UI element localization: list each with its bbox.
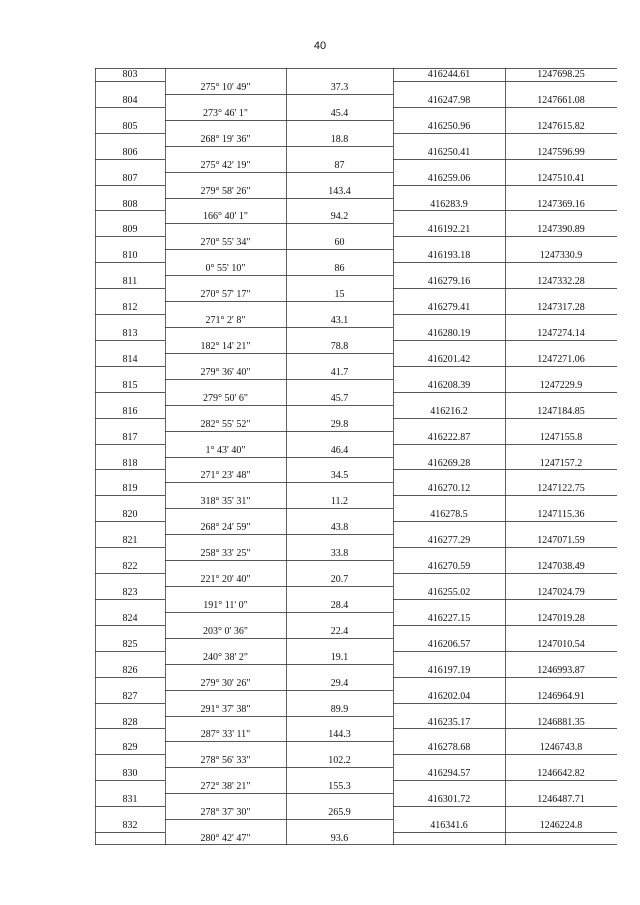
y-coordinate: 1246993.87 bbox=[537, 665, 585, 676]
segment-length: 11.2 bbox=[330, 496, 349, 507]
direction-angle: 191° 11' 0" bbox=[203, 600, 248, 611]
y-coordinate: 1247038.49 bbox=[537, 561, 585, 572]
y-coordinate: 1246487.71 bbox=[537, 794, 585, 805]
point-number: 820 bbox=[122, 509, 138, 520]
segment-length: 89.9 bbox=[330, 704, 349, 715]
x-coordinate: 416235.17 bbox=[427, 717, 471, 728]
direction-angle: 268° 19' 36" bbox=[200, 134, 251, 145]
direction-angle: 221° 20' 40" bbox=[200, 574, 251, 585]
x-coordinate: 416270.59 bbox=[427, 561, 471, 572]
y-coordinate: 1247615.82 bbox=[537, 121, 585, 132]
x-coordinate: 416201.42 bbox=[427, 354, 471, 365]
x-coordinate: 416244.61 bbox=[427, 69, 471, 80]
y-coordinate: 1247274.14 bbox=[537, 328, 585, 339]
segment-length: 22.4 bbox=[330, 626, 349, 637]
segment-length: 94.2 bbox=[330, 211, 349, 222]
y-coordinate: 1247229.9 bbox=[539, 380, 583, 391]
point-number: 811 bbox=[122, 276, 138, 287]
direction-angle: 279° 30' 26" bbox=[200, 678, 251, 689]
point-number: 829 bbox=[122, 742, 138, 753]
y-coordinate: 1247330.9 bbox=[539, 250, 583, 261]
x-coordinate: 416255.02 bbox=[427, 587, 471, 598]
y-coordinate: 1247596.99 bbox=[537, 147, 585, 158]
segment-length: 143.4 bbox=[328, 186, 351, 197]
point-number: 806 bbox=[122, 147, 138, 158]
y-coordinate: 1247184.85 bbox=[537, 406, 585, 417]
x-coordinate: 416269.28 bbox=[427, 458, 471, 469]
x-coordinate: 416277.29 bbox=[427, 535, 471, 546]
x-coordinate: 416208.39 bbox=[427, 380, 471, 391]
point-number: 815 bbox=[122, 380, 138, 391]
segment-length: 45.4 bbox=[330, 108, 349, 119]
point-number: 819 bbox=[122, 483, 138, 494]
point-number: 825 bbox=[122, 639, 138, 650]
point-number: 817 bbox=[122, 432, 138, 443]
direction-angle: 287° 33' 11" bbox=[200, 729, 251, 740]
y-coordinate: 1247698.25 bbox=[537, 69, 585, 80]
x-coordinate: 416202.04 bbox=[427, 691, 471, 702]
direction-angle: 270° 57' 17" bbox=[200, 289, 251, 300]
point-number: 810 bbox=[122, 250, 138, 261]
x-coordinate: 416279.41 bbox=[427, 302, 471, 313]
segment-length: 19.1 bbox=[330, 652, 349, 663]
x-coordinate: 416270.12 bbox=[427, 483, 471, 494]
point-number: 803 bbox=[122, 69, 138, 80]
point-number: 821 bbox=[122, 535, 138, 546]
segment-length: 29.4 bbox=[330, 678, 349, 689]
segment-length: 87 bbox=[334, 160, 345, 171]
y-coordinate: 1247510.41 bbox=[537, 173, 585, 184]
direction-angle: 182° 14' 21" bbox=[200, 341, 251, 352]
segment-length: 155.3 bbox=[328, 781, 351, 792]
segment-length: 15 bbox=[334, 289, 345, 300]
direction-angle: 258° 33' 25" bbox=[200, 548, 251, 559]
direction-angle: 282° 55' 52" bbox=[200, 419, 251, 430]
point-number: 828 bbox=[122, 717, 138, 728]
y-coordinate: 1247115.36 bbox=[537, 509, 585, 520]
y-coordinate: 1247317.28 bbox=[537, 302, 585, 313]
direction-angle: 279° 58' 26" bbox=[200, 186, 251, 197]
direction-angle: 271° 23' 48" bbox=[200, 470, 251, 481]
segment-length: 265.9 bbox=[328, 807, 351, 818]
x-coordinate: 416197.19 bbox=[427, 665, 471, 676]
direction-angle: 280° 42' 47" bbox=[200, 833, 251, 844]
y-coordinate: 1247024.79 bbox=[537, 587, 585, 598]
coordinates-table bbox=[95, 68, 617, 845]
segment-length: 33.8 bbox=[330, 548, 349, 559]
point-number: 804 bbox=[122, 95, 138, 106]
y-coordinate: 1246743.8 bbox=[539, 742, 583, 753]
direction-angle: 272° 38' 21" bbox=[200, 781, 251, 792]
direction-angle: 271° 2' 8" bbox=[205, 315, 246, 326]
y-coordinate: 1246224.8 bbox=[539, 820, 583, 831]
x-coordinate: 416247.98 bbox=[427, 95, 471, 106]
x-coordinate: 416278.5 bbox=[430, 509, 468, 520]
x-coordinate: 416192.21 bbox=[427, 224, 471, 235]
direction-angle: 273° 46' 1" bbox=[203, 108, 248, 119]
direction-angle: 279° 36' 40" bbox=[200, 367, 251, 378]
direction-angle: 1° 43' 40" bbox=[205, 445, 246, 456]
direction-angle: 203° 0' 36" bbox=[203, 626, 248, 637]
direction-angle: 278° 56' 33" bbox=[200, 755, 251, 766]
y-coordinate: 1247332.28 bbox=[537, 276, 585, 287]
point-number: 805 bbox=[122, 121, 138, 132]
x-coordinate: 416283.9 bbox=[430, 199, 468, 210]
direction-angle: 268° 24' 59" bbox=[200, 522, 251, 533]
segment-length: 29.8 bbox=[330, 419, 349, 430]
point-number: 830 bbox=[122, 768, 138, 779]
point-number: 827 bbox=[122, 691, 138, 702]
segment-length: 28.4 bbox=[330, 600, 349, 611]
direction-angle: 275° 42' 19" bbox=[200, 160, 251, 171]
segment-length: 78.8 bbox=[330, 341, 349, 352]
y-coordinate: 1247390.89 bbox=[537, 224, 585, 235]
segment-length: 20.7 bbox=[330, 574, 349, 585]
x-coordinate: 416341.6 bbox=[430, 820, 468, 831]
segment-length: 34.5 bbox=[330, 470, 349, 481]
segment-length: 45.7 bbox=[330, 393, 349, 404]
direction-angle: 318° 35' 31" bbox=[200, 496, 251, 507]
x-coordinate: 416227.15 bbox=[427, 613, 471, 624]
point-number: 813 bbox=[122, 328, 138, 339]
y-coordinate: 1247271.06 bbox=[537, 354, 585, 365]
direction-angle: 0° 55' 10" bbox=[205, 263, 246, 274]
direction-angle: 279° 50' 6" bbox=[203, 393, 248, 404]
x-coordinate: 416222.87 bbox=[427, 432, 471, 443]
segment-length: 86 bbox=[334, 263, 345, 274]
direction-angle: 275° 10' 49" bbox=[200, 82, 251, 93]
y-coordinate: 1247071.59 bbox=[537, 535, 585, 546]
point-number: 826 bbox=[122, 665, 138, 676]
x-coordinate: 416294.57 bbox=[427, 768, 471, 779]
y-coordinate: 1246881.35 bbox=[537, 717, 585, 728]
x-coordinate: 416279.16 bbox=[427, 276, 471, 287]
point-number: 816 bbox=[122, 406, 138, 417]
segment-length: 43.1 bbox=[330, 315, 349, 326]
x-coordinate: 416216.2 bbox=[430, 406, 468, 417]
direction-angle: 291° 37' 38" bbox=[200, 704, 251, 715]
page-number: 40 bbox=[313, 40, 327, 52]
y-coordinate: 1247369.16 bbox=[537, 199, 585, 210]
y-coordinate: 1247157.2 bbox=[539, 458, 583, 469]
point-number: 809 bbox=[122, 224, 138, 235]
segment-length: 46.4 bbox=[330, 445, 349, 456]
point-number: 818 bbox=[122, 458, 138, 469]
segment-length: 43.8 bbox=[330, 522, 349, 533]
segment-length: 60 bbox=[334, 237, 345, 248]
direction-angle: 166° 40' 1" bbox=[203, 211, 248, 222]
y-coordinate: 1247019.28 bbox=[537, 613, 585, 624]
x-coordinate: 416280.19 bbox=[427, 328, 471, 339]
segment-length: 37.3 bbox=[330, 82, 349, 93]
segment-length: 93.6 bbox=[330, 833, 349, 844]
segment-length: 102.2 bbox=[328, 755, 351, 766]
x-coordinate: 416259.06 bbox=[427, 173, 471, 184]
direction-angle: 278° 37' 30" bbox=[200, 807, 251, 818]
x-coordinate: 416301.72 bbox=[427, 794, 471, 805]
segment-length: 144.3 bbox=[328, 729, 351, 740]
point-number: 812 bbox=[122, 302, 138, 313]
x-coordinate: 416278.68 bbox=[427, 742, 471, 753]
segment-length: 18.8 bbox=[330, 134, 349, 145]
x-coordinate: 416250.41 bbox=[427, 147, 471, 158]
point-number: 824 bbox=[122, 613, 138, 624]
y-coordinate: 1247010.54 bbox=[537, 639, 585, 650]
y-coordinate: 1246642.82 bbox=[537, 768, 585, 779]
y-coordinate: 1246964.91 bbox=[537, 691, 585, 702]
x-coordinate: 416250.96 bbox=[427, 121, 471, 132]
x-coordinate: 416193.18 bbox=[427, 250, 471, 261]
point-number: 808 bbox=[122, 199, 138, 210]
x-coordinate: 416206.57 bbox=[427, 639, 471, 650]
direction-angle: 270° 55' 34" bbox=[200, 237, 251, 248]
point-number: 832 bbox=[122, 820, 138, 831]
y-coordinate: 1247155.8 bbox=[539, 432, 583, 443]
point-number: 814 bbox=[122, 354, 138, 365]
y-coordinate: 1247122.75 bbox=[537, 483, 585, 494]
point-number: 807 bbox=[122, 173, 138, 184]
y-coordinate: 1247661.08 bbox=[537, 95, 585, 106]
point-number: 831 bbox=[122, 794, 138, 805]
segment-length: 41.7 bbox=[330, 367, 349, 378]
direction-angle: 240° 38' 2" bbox=[203, 652, 248, 663]
point-number: 822 bbox=[122, 561, 138, 572]
point-number: 823 bbox=[122, 587, 138, 598]
